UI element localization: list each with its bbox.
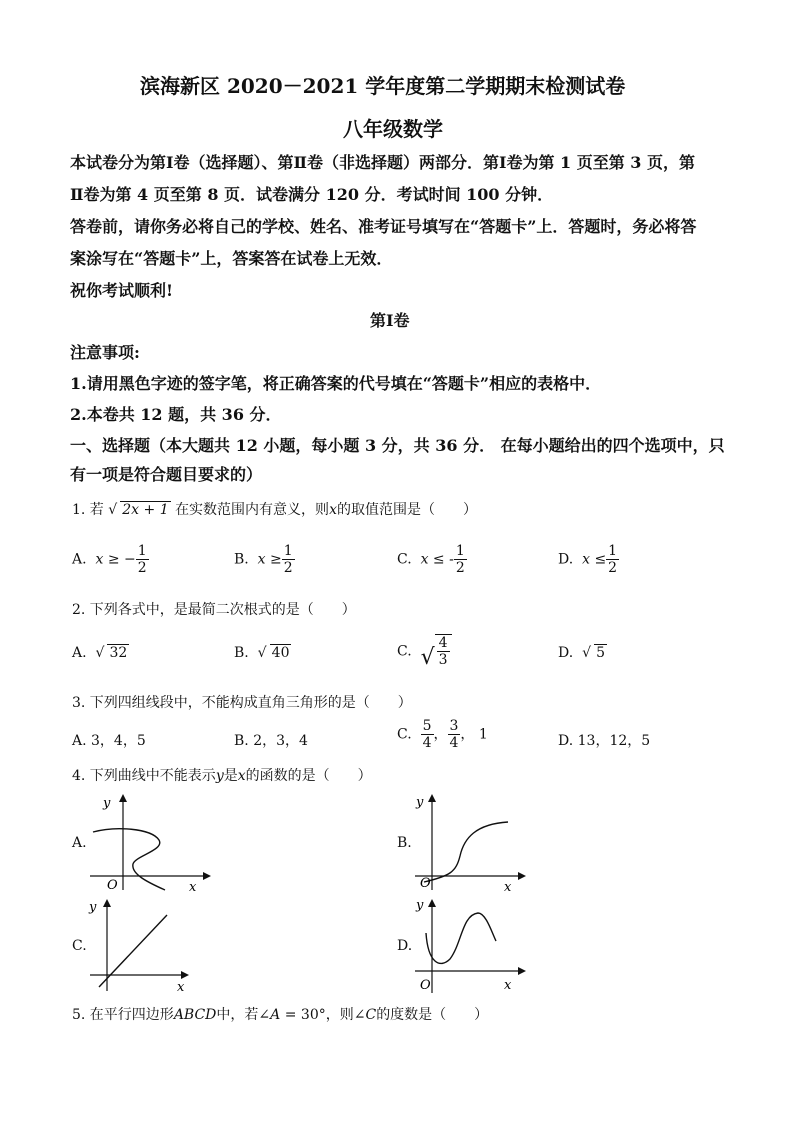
- x-axis-arrow-icon: [203, 872, 211, 880]
- curve-b: [424, 822, 508, 882]
- notes-title: 注意事项:: [70, 343, 140, 362]
- note-2: 2.本卷共 12 题，共 36 分．: [70, 405, 282, 424]
- curve-d: [426, 913, 496, 963]
- origin-label: O: [420, 978, 431, 993]
- x-axis-arrow-icon: [181, 971, 189, 979]
- q2-option-b[interactable]: B. √ 40: [234, 645, 290, 661]
- section-heading: 第Ⅰ卷: [370, 311, 410, 330]
- question-1-stem: 1. 若 √ 2x + 1 在实数范围内有意义，则x的取值范围是（ ）: [72, 502, 477, 518]
- exam-title: 滨海新区 2020－2021 学年度第二学期期末检测试卷: [140, 74, 626, 98]
- line-c: [99, 915, 167, 987]
- x-label: x: [189, 880, 197, 895]
- q4-option-c-label[interactable]: C.: [72, 938, 87, 954]
- intro-line-5: 祝你考试顺利!: [70, 281, 174, 300]
- question-5-stem: 5. 在平行四边形ABCD中，若∠A = 30°，则∠C的度数是（ ）: [72, 1007, 489, 1023]
- q1-option-c[interactable]: C. x ≤ - $\frac{1}{2}$: [397, 543, 465, 576]
- y-label: y: [89, 900, 97, 915]
- origin-label: O: [107, 878, 118, 893]
- x-label: x: [504, 978, 512, 993]
- origin-label: O: [420, 876, 431, 891]
- q4-option-a-label[interactable]: A.: [72, 835, 87, 851]
- curve-a: [93, 829, 165, 890]
- intro-line-2: Ⅱ卷为第 4 页至第 8 页．试卷满分 120 分．考试时间 100 分钟．: [70, 185, 554, 204]
- part-heading-line-1: 一、选择题（本大题共 12 小题，每小题 3 分，共 36 分． 在每小题给出的四个选项中，只: [70, 436, 725, 455]
- intro-line-4: 案涂写在“答题卡”上，答案答在试卷上无效．: [70, 249, 393, 268]
- q2-option-c[interactable]: C. √ $\frac{4}{3}$: [397, 634, 452, 668]
- q1-option-b[interactable]: B. x ≥ $\frac{1}{2}$: [234, 543, 293, 576]
- y-axis-arrow-icon: [119, 794, 127, 802]
- q1-option-a[interactable]: A. x ≥ − $\frac{1}{2}$: [72, 543, 147, 576]
- y-label: y: [416, 795, 424, 810]
- note-1: 1.请用黑色字迹的签字笔，将正确答案的代号填在“答题卡”相应的表格中．: [70, 374, 602, 393]
- q1-option-d[interactable]: D. x ≤ $\frac{1}{2}$: [558, 543, 618, 576]
- q4-graph-b[interactable]: [410, 790, 530, 895]
- q3-option-c[interactable]: C. $\frac{5}{4}$ ， $\frac{3}{4}$ ， 1: [397, 718, 488, 751]
- y-axis-arrow-icon: [428, 794, 436, 802]
- intro-line-3: 答卷前，请你务必将自己的学校、姓名、准考证号填写在“答题卡”上．答题时，务必将答: [70, 217, 697, 236]
- intro-line-1: 本试卷分为第Ⅰ卷（选择题）、第Ⅱ卷（非选择题）两部分．第Ⅰ卷为第 1 页至第 3 页，第: [70, 153, 696, 172]
- y-label: y: [416, 898, 424, 913]
- q3-option-a[interactable]: A. 3，4，5: [72, 733, 146, 749]
- y-axis-arrow-icon: [103, 899, 111, 907]
- q2-option-d[interactable]: D. √ 5: [558, 645, 606, 661]
- q4-option-b-label[interactable]: B.: [397, 835, 412, 851]
- q4-option-d-label[interactable]: D.: [397, 938, 413, 954]
- y-label: y: [103, 796, 111, 811]
- y-axis-arrow-icon: [428, 899, 436, 907]
- q3-option-d[interactable]: D. 13，12，5: [558, 733, 651, 749]
- question-3-stem: 3. 下列四组线段中，不能构成直角三角形的是（ ）: [72, 695, 412, 711]
- x-label: x: [504, 880, 512, 895]
- part-heading-line-2: 有一项是符合题目要求的）: [70, 465, 263, 484]
- exam-subtitle: 八年级数学: [343, 117, 443, 141]
- q4-graph-a[interactable]: [85, 790, 215, 895]
- q4-graph-c[interactable]: [85, 893, 195, 1001]
- x-axis-arrow-icon: [518, 872, 526, 880]
- radical-2x-plus-1: √ 2x + 1: [108, 502, 169, 518]
- q3-option-b[interactable]: B. 2，3，4: [234, 733, 308, 749]
- q4-graph-d[interactable]: [410, 893, 530, 1001]
- x-axis-arrow-icon: [518, 967, 526, 975]
- x-label: x: [177, 980, 185, 995]
- question-2-stem: 2. 下列各式中，是最简二次根式的是（ ）: [72, 602, 356, 618]
- question-4-stem: 4. 下列曲线中不能表示y是x的函数的是（ ）: [72, 768, 372, 784]
- q2-option-a[interactable]: A. √ 32: [72, 645, 128, 661]
